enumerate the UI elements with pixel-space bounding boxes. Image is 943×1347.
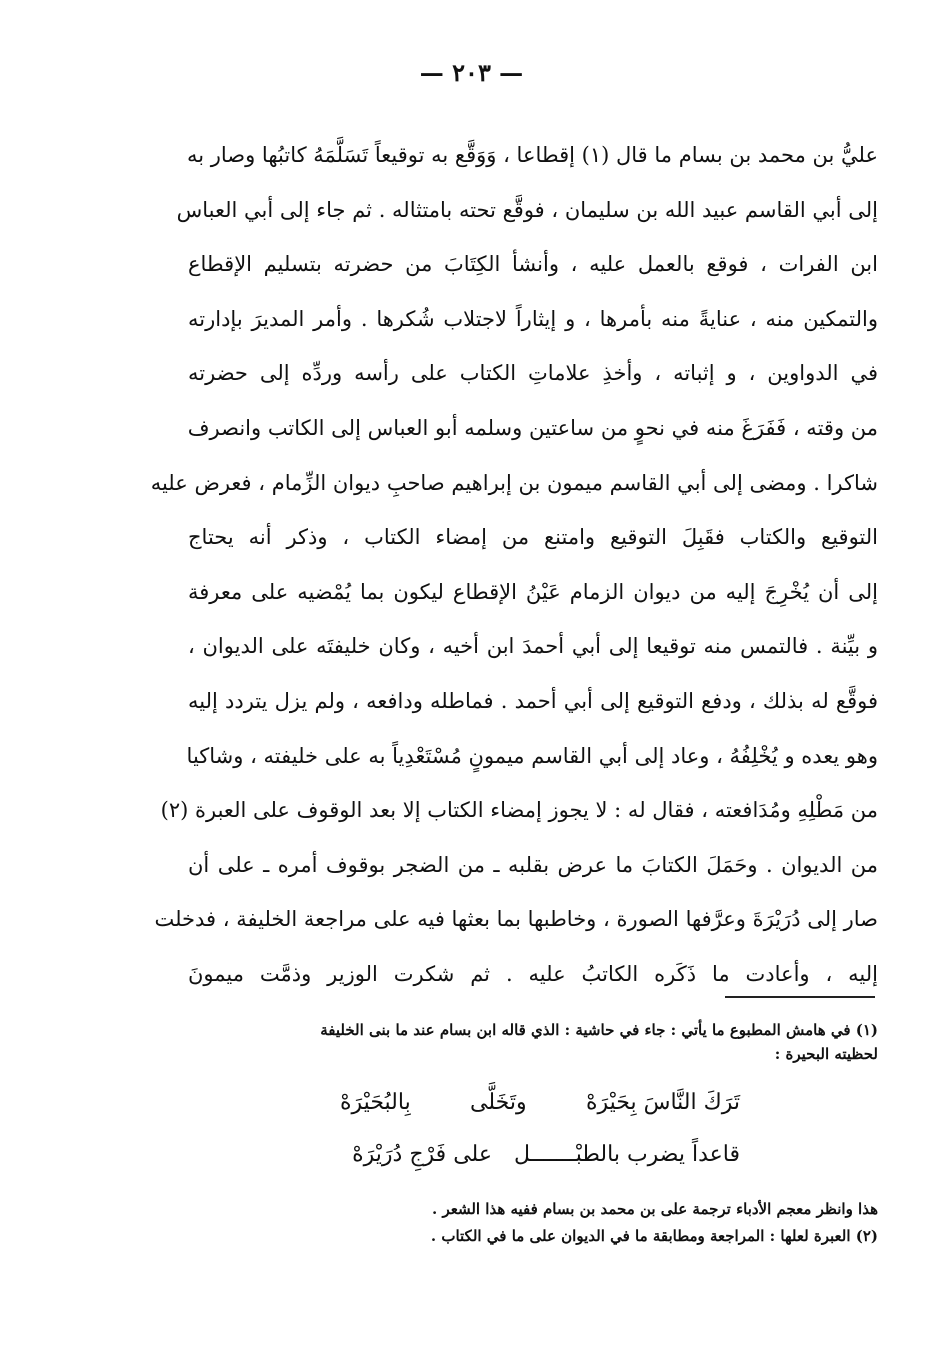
text-line: والتمكين منه ، عنايةً منه بأمرها ، و إيثاراً لاجتلاب شُكرها . وأمر المديرَ بإدارته (188, 306, 878, 331)
footnote-line: (٢) العبرة لعلها : المراجعة ومطابقة ما في الديوان على ما في الكتاب . (430, 1227, 878, 1245)
footnote-line: هذا وانظر معجم الأدباء ترجمة على بن محمد بن بسام ففيه هذا الشعر . (432, 1200, 878, 1218)
text-line: فوقَّع له بذلك ، ودفع التوقيع إلى أبي أحمد . فماطله ودافعه ، ولم يزل يتردد إليه (188, 688, 878, 713)
text-line: إلى أن يُخْرِجَ إليه من ديوان الزمام عَيْنُ الإقطاع ليكون بما يُمْضيه على معرفة (188, 579, 878, 604)
text-line: في الدواوين ، و إثباته ، وأخذِ علاماتِ الكتاب على رأسه وردِّه إلى حضرته (188, 361, 878, 386)
footnote-line: (١) في هامش المطبوع ما يأتي : جاء في حاشية : الذي قاله ابن بسام عند ما بنى الخليفة (320, 1021, 878, 1039)
text-line: من وقته ، فَفَرَغَ منه في نحوٍ من ساعتين وسلمه أبو العباس إلى الكاتب وانصرف (187, 415, 878, 440)
text-line: شاكرا . ومضى إلى أبي القاسم ميمون بن إبراهيم صاحبِ ديوان الزِّمام ، فعرض عليه (150, 470, 878, 495)
text-line: وهو يعده و يُخْلِفُهُ ، وعاد إلى أبي القاسم ميمونٍ مُسْتَعْدِياً به على خليفته ، وشاكيا (186, 743, 878, 768)
footnote-2 (300, 1196, 878, 1250)
text-line: صار إلى دُرَيْرَةَ وعرَّفها الصورة ، وخاطبها بما بعثها فيه على مراجعة الخليفة ، فدخلت (154, 907, 878, 932)
text-line: عليُّ بن محمد بن بسام ما قال (١) إقطاعا ، وَوَقَّع به توقيعاً تَسَلَّمَهُ كاتبُها وصار به (186, 143, 878, 167)
text-line: و بيِّنة . فالتمس منه توقيعا إلى أبي أحمدَ ابن أخيه ، وكان خليفتَه على الديوان ، (188, 634, 878, 659)
text-line: إليه ، وأعادت ما ذَكَره الكاتبُ عليه . ثم شكرت الوزير وذمَّت ميمونَ (188, 961, 878, 986)
text-line: من الديوان . وحَمَلَ الكتابَ ما عرض بقلبه ـ من الضجر بوقوف أمره ـ على أن (188, 852, 878, 877)
verse-line-2 (340, 1142, 740, 1167)
text-line: ابن الفرات ، فوقع بالعمل عليه ، وأنشأ الكِتَابَ من حضرته بتسليم الإقطاع (188, 252, 878, 277)
verse-hemistich: قاعداً يضرب بالطبْـــــــل (513, 1142, 740, 1167)
footnote-divider (725, 996, 875, 998)
verse-hemistich: تَرَكَ النَّاسَ بِحَيْرَهْ (585, 1090, 740, 1115)
footnote-line: لحظيته البحيرة : (774, 1045, 878, 1063)
verse-hemistich: بِالبُحَيْرَهْ (340, 1090, 411, 1115)
text-line: من مَطْلِهِ ومُدَافعته ، فقال له : لا يجوز إمضاء الكتاب إلا بعد الوقوف على العبرة (٢) (160, 798, 878, 823)
text-line: التوقيع والكتاب فقَبِلَ التوقيع وامتنع من إمضاء الكتاب ، وذكر أنه يحتاج (188, 525, 878, 550)
verse-hemistich: على فَرْجِ دُرَيْرَهْ (352, 1142, 492, 1167)
footnote-1 (168, 1018, 878, 1066)
verse-line-1 (340, 1090, 740, 1115)
verse-hemistich: وتَخَلَّى (470, 1090, 527, 1115)
main-text (150, 128, 878, 1002)
text-line: إلى أبي القاسم عبيد الله بن سليمان ، فوقَّع تحته بامتثاله . ثم جاء إلى أبي العباس (176, 197, 878, 222)
page-number: — ٢٠٣ — (419, 58, 524, 87)
